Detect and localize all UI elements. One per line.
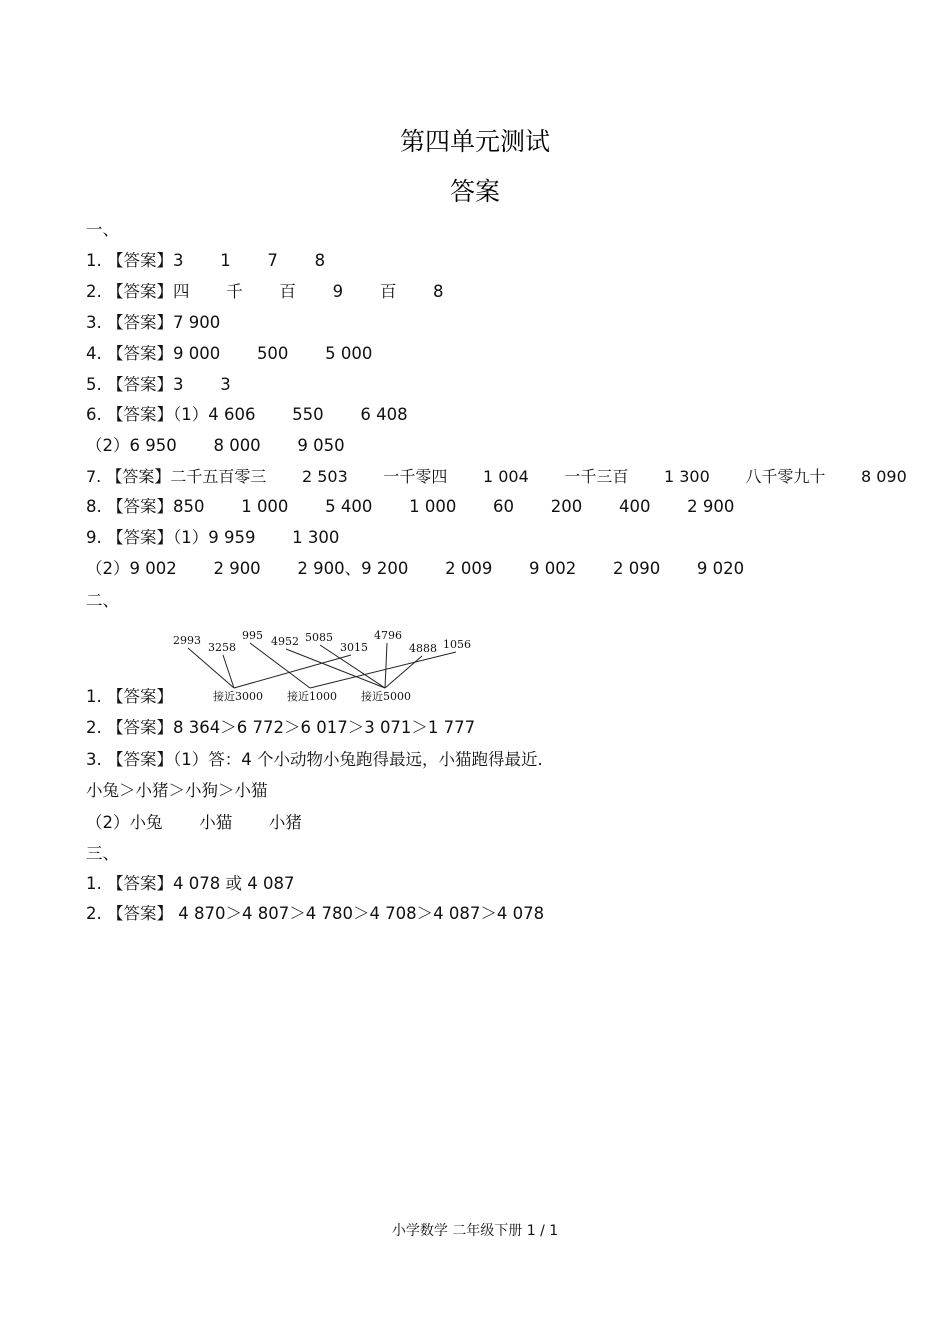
diagram-target: 接近5000 [361, 690, 411, 703]
page-title: 第四单元测试 [399, 127, 550, 156]
match-line [385, 643, 387, 688]
diagram-number: 4888 [409, 642, 437, 655]
answer-line: 1. 【答案】 [86, 687, 173, 706]
answer-line: 9. 【答案】（1）9 959 1 300 [86, 528, 340, 547]
answer-line: 2. 【答案】四 千 百 9 百 8 [86, 282, 444, 301]
match-line [310, 652, 456, 688]
answer-line: （2）9 002 2 900 2 900、9 200 2 009 9 002 2 090 9 020 [86, 559, 745, 578]
section-heading-1: 一、 [86, 220, 119, 239]
answer-line: （2）6 950 8 000 9 050 [86, 436, 345, 455]
diagram-target: 接近3000 [213, 690, 263, 703]
match-line [234, 655, 351, 688]
answer-line: 3. 【答案】（1）答：4 个小动物小兔跑得最远，小猫跑得最近. [86, 750, 543, 769]
diagram-target: 接近1000 [287, 690, 337, 703]
diagram-number: 995 [242, 629, 263, 642]
answer-line: 4. 【答案】9 000 500 5 000 [86, 344, 373, 363]
answer-line: 8. 【答案】850 1 000 5 400 1 000 60 200 400 2 900 [86, 497, 735, 516]
answer-line: 5. 【答案】3 3 [86, 375, 231, 394]
answer-line: 1. 【答案】3 1 7 8 [86, 251, 326, 270]
answer-line: 6. 【答案】（1）4 606 550 6 408 [86, 405, 408, 424]
answer-line: （2）小兔 小猫 小猪 [86, 813, 302, 832]
diagram-number: 3015 [340, 641, 368, 654]
diagram-number: 1056 [443, 638, 471, 651]
answer-line: 1. 【答案】4 078 或 4 087 [86, 874, 295, 893]
page-subtitle: 答案 [449, 177, 500, 206]
answer-line: 2. 【答案】8 364＞6 772＞6 017＞3 071＞1 777 [86, 718, 476, 737]
diagram-number: 4952 [271, 635, 299, 648]
diagram-number: 3258 [208, 641, 236, 654]
answer-line: 2. 【答案】 4 870＞4 807＞4 780＞4 708＞4 087＞4 078 [86, 904, 545, 923]
diagram-number: 5085 [305, 631, 333, 644]
diagram-number: 2993 [173, 634, 201, 647]
answer-line: 3. 【答案】7 900 [86, 313, 221, 332]
diagram-number: 4796 [374, 629, 402, 642]
section-heading-2: 二、 [86, 591, 119, 610]
answer-line: 7. 【答案】二千五百零三 2 503 一千零四 1 004 一千三百 1 300 八千零九十 8 090 [86, 467, 907, 486]
page-footer: 小学数学 二年级下册 1 / 1 [391, 1223, 559, 1239]
match-line [385, 656, 422, 688]
section-heading-3: 三、 [86, 844, 119, 863]
answer-line: 小兔＞小猪＞小狗＞小猫 [86, 781, 268, 800]
matching-diagram [168, 624, 478, 708]
